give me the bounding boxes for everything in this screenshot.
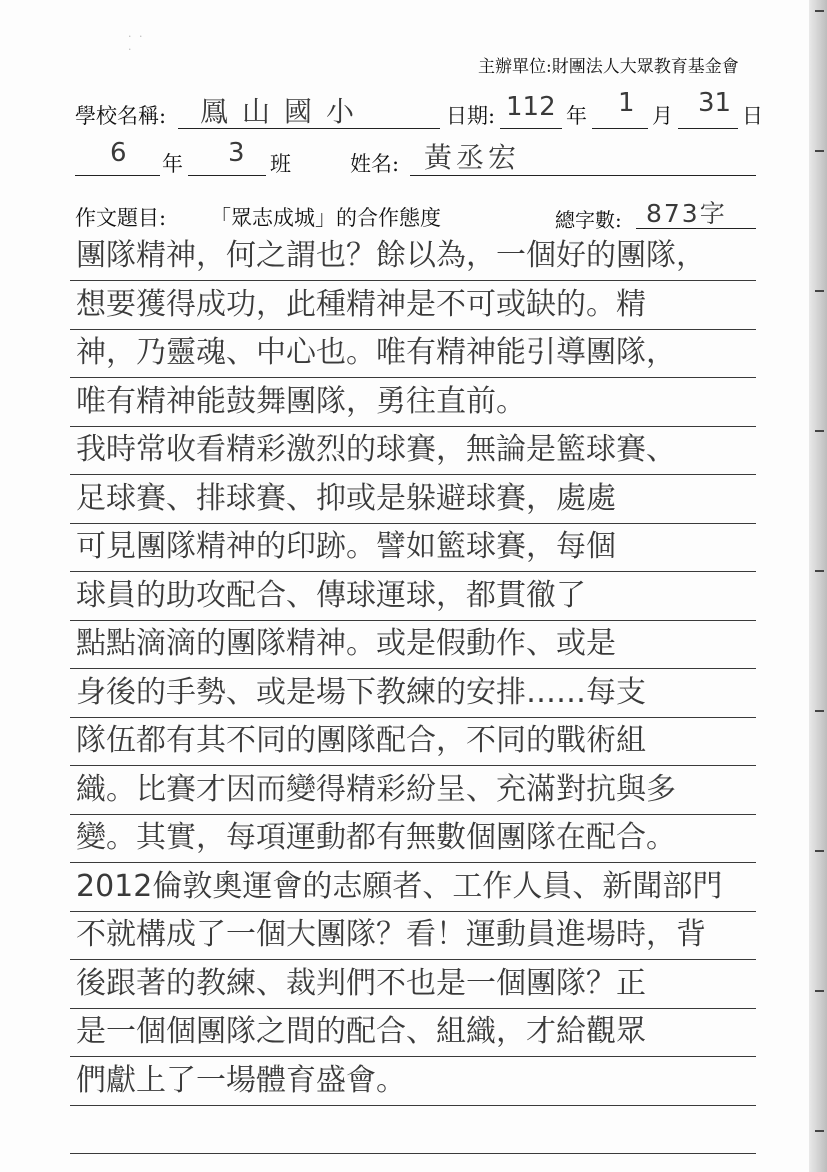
essay-line: 唯有精神能鼓舞團隊，勇往直前。 (76, 384, 526, 419)
ruled-line (70, 1008, 756, 1009)
essay-line: 想要獲得成功，此種精神是不可或缺的。精 (76, 287, 646, 322)
ruled-line (70, 1056, 756, 1057)
essay-line: 可見團隊精神的印跡。譬如籃球賽，每個 (76, 529, 616, 564)
class-unit: 班 (270, 152, 291, 176)
grade-value: 6 (110, 138, 127, 168)
date-day-underline (678, 128, 738, 129)
essay-line: 球員的助攻配合、傳球運球，都貫徹了 (76, 578, 586, 613)
date-month: 1 (618, 88, 635, 118)
essay-line: 織。比賽才因而變得精彩紛呈、充滿對抗與多 (76, 772, 676, 807)
ruled-line (70, 523, 756, 524)
school-value: 鳳山國小 (200, 95, 369, 128)
date-year-underline (500, 128, 562, 129)
essay-line: 足球賽、排球賽、抑或是躲避球賽，處處 (76, 481, 616, 516)
wordcount-label: 總字數: (555, 208, 622, 232)
essay-line: 神，乃靈魂、中心也。唯有精神能引導團隊， (76, 335, 676, 370)
month-unit: 月 (652, 104, 673, 128)
essay-line: 不就構成了一個大團隊？看！運動員進場時，背 (76, 917, 706, 952)
essay-line: 點點滴滴的團隊精神。或是假動作、或是 (76, 626, 616, 661)
ruled-line (70, 329, 756, 330)
name-underline (410, 175, 756, 176)
ruled-line (70, 959, 756, 960)
essay-line: 2012倫敦奧運會的志願者、工作人員、新聞部門 (76, 869, 723, 904)
title-label: 作文題目: (75, 206, 167, 230)
grade-underline (75, 175, 160, 176)
date-month-underline (592, 128, 648, 129)
essay-line: 團隊精神，何之謂也？餘以為，一個好的團隊， (76, 238, 706, 273)
ruled-line (70, 377, 756, 378)
ruled-line (70, 814, 756, 815)
essay-line: 隊伍都有其不同的團隊配合，不同的戰術組 (76, 723, 646, 758)
wordcount-value: 873字 (646, 199, 727, 228)
school-label: 學校名稱: (75, 104, 167, 128)
ruled-line (70, 571, 756, 572)
ruled-line (70, 717, 756, 718)
date-label: 日期: (446, 104, 496, 128)
name-label: 姓名: (350, 152, 400, 176)
ruled-line (70, 862, 756, 863)
name-value: 黃丞宏 (424, 141, 521, 174)
wordcount-underline (636, 228, 756, 229)
ruled-line (70, 765, 756, 766)
essay-line: 們獻上了一場體育盛會。 (76, 1063, 406, 1098)
ruled-line (70, 426, 756, 427)
grade-unit: 年 (162, 152, 183, 176)
ruled-line (70, 668, 756, 669)
essay-line: 變。其實，每項運動都有無數個團隊在配合。 (76, 820, 676, 855)
year-unit: 年 (566, 104, 587, 128)
class-underline (188, 175, 266, 176)
ruled-line (70, 474, 756, 475)
ruled-line (70, 1153, 756, 1154)
day-unit: 日 (742, 104, 763, 128)
essay-line: 我時常收看精彩激烈的球賽，無論是籃球賽、 (76, 432, 676, 467)
essay-line: 後跟著的教練、裁判們不也是一個團隊？正 (76, 966, 646, 1001)
date-year: 112 (506, 92, 556, 122)
class-value: 3 (228, 138, 245, 168)
title-value: 「眾志成城」的合作態度 (210, 206, 441, 230)
essay-line: 是一個個團隊之間的配合、組織，才給觀眾 (76, 1014, 646, 1049)
organizer-text: 主辦單位:財團法人大眾教育基金會 (478, 57, 739, 77)
ruled-line (70, 280, 756, 281)
ruled-line (70, 620, 756, 621)
date-day: 31 (698, 88, 732, 118)
school-underline (178, 128, 440, 129)
scan-edge (809, 0, 827, 1172)
ruled-line (70, 911, 756, 912)
essay-line: 身後的手勢、或是場下教練的安排……每支 (76, 675, 646, 710)
ruled-line (70, 1105, 756, 1106)
scan-smudge: · · · (128, 30, 145, 56)
